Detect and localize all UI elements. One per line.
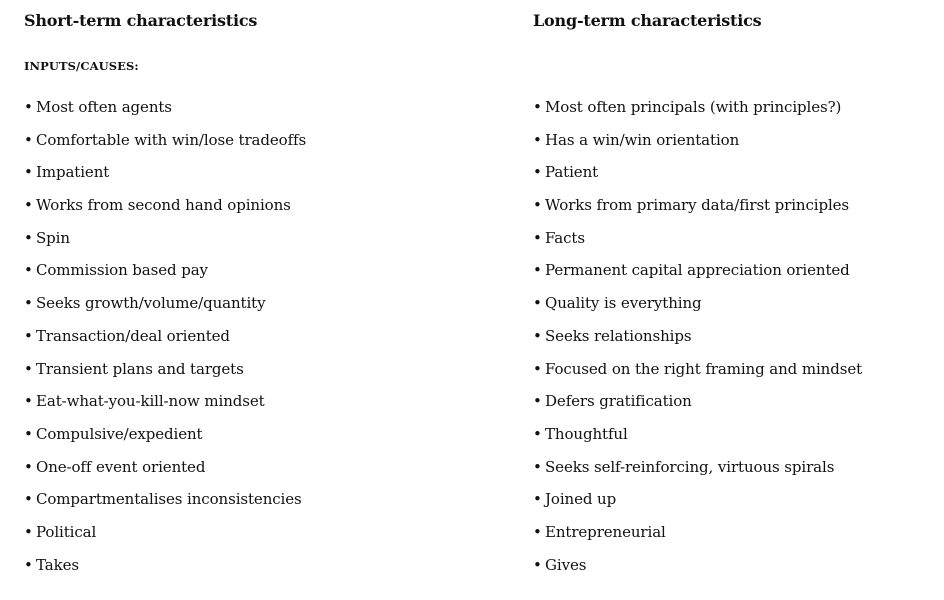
bullet-icon: • — [24, 326, 33, 345]
list-item — [533, 323, 862, 356]
list-item — [24, 454, 306, 487]
list-item-text: Joined up — [545, 490, 617, 509]
bullet-icon: • — [533, 196, 542, 215]
list-item-text: Defers gratification — [545, 392, 692, 411]
bullet-icon: • — [24, 163, 33, 182]
list-item-text: One-off event oriented — [36, 457, 206, 476]
list-item — [533, 454, 862, 487]
bullet-icon: • — [24, 196, 33, 215]
list-item-text: Most often agents — [36, 98, 172, 116]
list-item-text: Works from second hand opinions — [36, 196, 291, 215]
list-item-text: Facts — [545, 228, 585, 247]
bullet-icon: • — [24, 555, 33, 574]
short-term-heading: Short-term characteristics — [24, 11, 258, 30]
list-item-text: Transaction/deal oriented — [36, 326, 230, 345]
list-item-text: Spin — [36, 228, 70, 247]
bullet-icon: • — [24, 392, 33, 411]
list-item-text: Transient plans and targets — [36, 359, 244, 378]
bullet-icon: • — [24, 130, 33, 149]
bullet-icon: • — [533, 555, 542, 574]
list-item — [24, 225, 306, 258]
list-item — [24, 356, 306, 389]
list-item-text: Comfortable with win/lose tradeoffs — [36, 130, 307, 149]
list-item-text: Compulsive/expedient — [36, 424, 203, 443]
list-item-text: Entrepreneurial — [545, 522, 666, 541]
list-item — [533, 127, 862, 160]
list-item-text: Compartmentalises inconsistencies — [36, 490, 302, 509]
list-item-text: Commission based pay — [36, 261, 208, 280]
list-item — [533, 356, 862, 389]
list-item — [533, 159, 862, 192]
bullet-icon: • — [24, 359, 33, 378]
bullet-icon: • — [533, 163, 542, 182]
list-item-text: Most often principals (with principles?) — [545, 98, 842, 116]
bullet-icon: • — [533, 392, 542, 411]
list-item — [24, 94, 306, 127]
list-item — [533, 225, 862, 258]
list-item — [533, 388, 862, 421]
list-item-text: Impatient — [36, 163, 110, 182]
bullet-icon: • — [24, 98, 33, 116]
list-item — [533, 192, 862, 225]
bullet-icon: • — [533, 326, 542, 345]
bullet-icon: • — [24, 457, 33, 476]
inputs-causes-subheading: INPUTS/CAUSES: — [24, 59, 139, 73]
list-item-text: Works from primary data/first principles — [545, 196, 850, 215]
list-item — [533, 486, 862, 519]
list-item-text: Takes — [36, 555, 79, 574]
list-item — [24, 323, 306, 356]
list-item — [24, 290, 306, 323]
list-item-text: Seeks self-reinforcing, virtuous spirals — [545, 457, 835, 476]
list-item-text: Thoughtful — [545, 424, 628, 443]
list-item-text: Has a win/win orientation — [545, 130, 740, 149]
short-term-list — [24, 94, 306, 584]
bullet-icon: • — [533, 98, 542, 116]
list-item-text: Quality is everything — [545, 294, 702, 313]
list-item-text: Seeks relationships — [545, 326, 692, 345]
list-item — [24, 388, 306, 421]
list-item — [533, 519, 862, 552]
bullet-icon: • — [24, 522, 33, 541]
list-item — [533, 421, 862, 454]
list-item-text: Focused on the right framing and mindset — [545, 359, 863, 378]
bullet-icon: • — [533, 228, 542, 247]
bullet-icon: • — [24, 294, 33, 313]
list-item — [533, 94, 862, 127]
bullet-icon: • — [24, 261, 33, 280]
list-item — [24, 421, 306, 454]
bullet-icon: • — [533, 130, 542, 149]
bullet-icon: • — [24, 490, 33, 509]
list-item — [533, 552, 862, 585]
bullet-icon: • — [533, 457, 542, 476]
list-item — [24, 257, 306, 290]
bullet-icon: • — [24, 228, 33, 247]
bullet-icon: • — [24, 424, 33, 443]
list-item-text: Gives — [545, 555, 587, 574]
list-item — [24, 519, 306, 552]
list-item-text: Political — [36, 522, 97, 541]
list-item — [24, 127, 306, 160]
long-term-list — [533, 94, 862, 584]
list-item — [24, 159, 306, 192]
bullet-icon: • — [533, 522, 542, 541]
bullet-icon: • — [533, 261, 542, 280]
list-item — [533, 290, 862, 323]
list-item — [24, 192, 306, 225]
list-item-text: Permanent capital appreciation oriented — [545, 261, 850, 280]
list-item — [533, 257, 862, 290]
bullet-icon: • — [533, 294, 542, 313]
list-item — [24, 552, 306, 585]
bullet-icon: • — [533, 359, 542, 378]
list-item — [24, 486, 306, 519]
bullet-icon: • — [533, 490, 542, 509]
bullet-icon: • — [533, 424, 542, 443]
long-term-heading: Long-term characteristics — [533, 11, 762, 30]
list-item-text: Patient — [545, 163, 599, 182]
list-item-text: Eat-what-you-kill-now mindset — [36, 392, 265, 411]
list-item-text: Seeks growth/volume/quantity — [36, 294, 266, 313]
